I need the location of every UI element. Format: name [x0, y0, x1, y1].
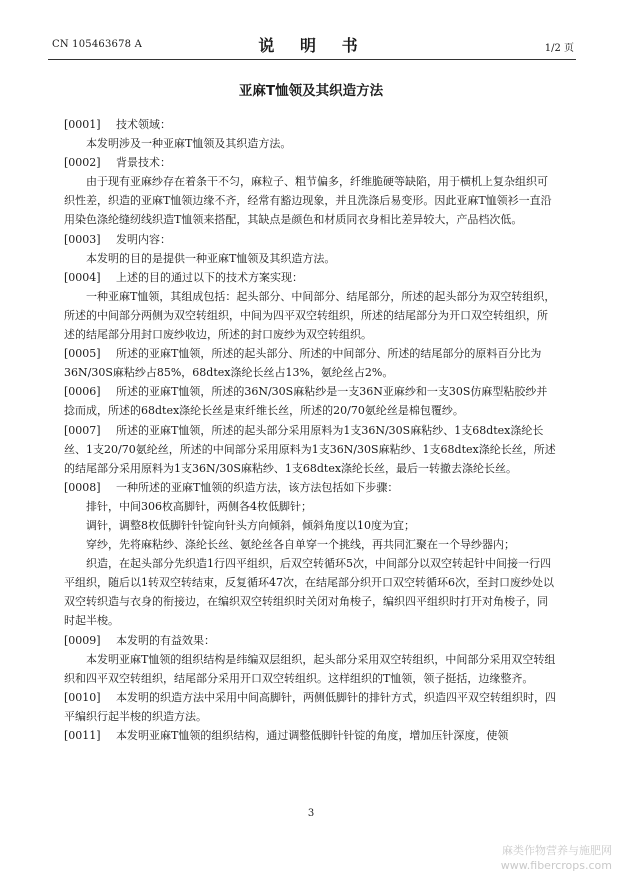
document-type: 说 明 书	[258, 36, 368, 55]
paragraph-text: 本发明的织造方法中采用中间高脚针，两侧低脚针的排针方式，织造四平双空转组织时，四平编织行起半梭的织造方法。	[64, 690, 556, 723]
paragraph-number: [0007]	[64, 423, 101, 437]
paragraph	[64, 172, 556, 229]
page-indicator: 1/2 页	[544, 43, 574, 54]
paragraph	[64, 535, 556, 554]
paragraph-0002	[64, 153, 556, 172]
paragraph-text: 织造，在起头部分先织造1行四平组织，后双空转循环5次，中间部分以双空转起针中间接一行四平组织，随后以1转双空转结束，反复循环47次，在结尾部分织开口双空转循环6次，至封口废纱处以双空转织造与衣身的衔接边，在编织双空转组织时关闭对角梭子，编织四平组织时打开对角梭子，同时起半梭。	[64, 557, 554, 628]
header-divider	[48, 59, 576, 60]
paragraph-0007	[64, 421, 556, 478]
paragraph-0011	[64, 726, 556, 745]
paragraph-text: 本发明亚麻T恤领的组织结构，通过调整低脚针针锭的角度，增加压针深度，使领	[116, 729, 509, 742]
paragraph-0010	[64, 688, 556, 726]
paragraph-number: [0001]	[64, 118, 101, 131]
paragraph-number: [0004]	[64, 270, 101, 284]
paragraph	[64, 287, 556, 344]
paragraph-0001	[64, 115, 556, 134]
paragraph-number: [0005]	[64, 347, 101, 361]
page-number: 3	[307, 808, 315, 819]
paragraph-text: 背景技术：	[116, 156, 171, 170]
paragraph	[64, 554, 556, 630]
paragraph-number: [0008]	[64, 480, 101, 494]
publication-number: CN 105463678 A	[52, 39, 143, 50]
paragraph-text: 所述的亚麻T恤领，所述的起头部分、所述的中间部分、所述的结尾部分的原料百分比为36N/30S麻粘纱占85%，68dtex涤纶长丝占13%，氨纶丝占2%。	[64, 347, 542, 380]
paragraph-text: 穿纱，先将麻粘纱、涤纶长丝、氨纶丝各自单穿一个挑线，再共同汇聚在一个导纱器内；	[86, 538, 515, 552]
watermark-url: www.fibercrops.com	[500, 859, 612, 872]
paragraph-number: [0011]	[64, 729, 101, 742]
paragraph-text: 本发明的目的是提供一种亚麻T恤领及其织造方法。	[86, 251, 336, 265]
paragraph	[64, 134, 556, 153]
paragraph-text: 一种所述的亚麻T恤领的织造方法，该方法包括如下步骤：	[116, 480, 399, 494]
paragraph-0004	[64, 268, 556, 287]
paragraph-text: 本发明涉及一种亚麻T恤领及其织造方法。	[86, 137, 292, 151]
paragraph-0003	[64, 230, 556, 249]
paragraph	[64, 497, 556, 516]
document-title: 亚麻T恤领及其织造方法	[238, 83, 384, 99]
paragraph-text: 发明内容：	[116, 232, 171, 246]
paragraph-0005	[64, 344, 556, 382]
paragraph-0008	[64, 478, 556, 497]
paragraph-number: [0002]	[64, 156, 101, 170]
paragraph-text: 技术领域：	[116, 118, 171, 131]
paragraph-number: [0010]	[64, 690, 101, 704]
watermark-name: 麻类作物营养与施肥网	[502, 844, 612, 857]
paragraph-text: 本发明亚麻T恤领的组织结构是纬编双层组织，起头部分采用双空转组织，中间部分采用双空转组织和四平双空转组织，结尾部分采用开口双空转组织。这样组织的T恤领，领子挺括，边缘整齐。	[64, 652, 556, 685]
paragraph	[64, 249, 556, 268]
paragraph-text: 排针，中间306枚高脚针，两侧各4枚低脚针；	[86, 499, 312, 513]
paragraph-0009	[64, 631, 556, 650]
paragraph-text: 上述的目的通过以下的技术方案实现：	[116, 270, 303, 284]
paragraph-0006	[64, 382, 556, 420]
paragraph-text: 所述的亚麻T恤领，所述的36N/30S麻粘纱是一支36N亚麻纱和一支30S仿麻型粘胶纱并捻而成，所述的68dtex涤纶长丝是束纤维长丝，所述的20/70氨纶丝是棉包覆纱。	[64, 385, 548, 418]
paragraph-number: [0003]	[64, 232, 101, 246]
paragraph-number: [0006]	[64, 385, 101, 399]
page-header	[52, 33, 574, 57]
paragraph-text: 本发明的有益效果：	[116, 633, 215, 647]
document-body	[64, 115, 556, 745]
paragraph-text: 所述的亚麻T恤领，所述的起头部分采用原料为1支36N/30S麻粘纱、1支68dtex涤纶长丝、1支20/70氨纶丝，所述的中间部分采用原料为1支36N/30S麻粘纱、1支68dtex涤纶长丝，所述的结尾部分采用原料为1支36N/30S麻粘纱、1支68dtex涤纶长丝，最后一转撤去涤纶长丝。	[64, 423, 556, 475]
paragraph	[64, 650, 556, 688]
paragraph	[64, 516, 556, 535]
paragraph-text: 一种亚麻T恤领，其组成包括：起头部分、中间部分、结尾部分，所述的起头部分为双空转组织，所述的中间部分两侧为双空转组织，中间为四平双空转组织，所述的结尾部分为开口双空转组织，所述的结尾部分用封口废纱收边，所述的封口废纱为双空转组织。	[64, 289, 556, 342]
paragraph-text: 调针，调整8枚低脚针针锭向针头方向倾斜，倾斜角度以10度为宜；	[86, 518, 415, 532]
paragraph-number: [0009]	[64, 633, 101, 647]
paragraph-text: 由于现有亚麻纱存在着条干不匀，麻粒子、粗节偏多，纤维脆硬等缺陷，用于横机上复杂组织可织性差，织造的亚麻T恤领边缘不齐，经常有豁边现象，并且洗涤后易变形。因此亚麻T恤领衫一直沿用染色涤纶缝纫线织造T恤领来搭配，其缺点是颜色和材质同衣身相比差异较大，产品档次低。	[64, 175, 552, 227]
site-watermark	[501, 843, 612, 873]
